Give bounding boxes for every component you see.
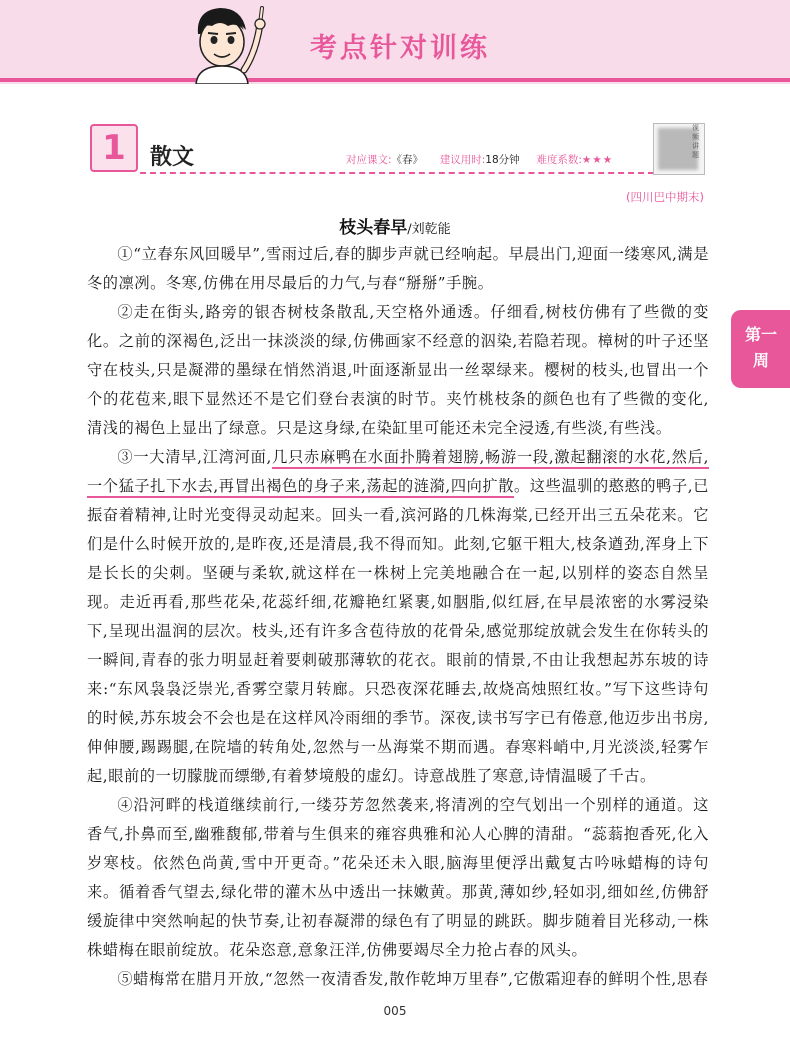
- time-value: 18分钟: [485, 154, 520, 166]
- paragraph-5: ⑤蜡梅常在腊月开放,“忽然一夜清香发,散作乾坤万里春”,它傲霜迎春的鲜明个性,思春: [117, 970, 709, 988]
- paragraph-4: ④沿河畔的栈道继续前行,一缕芬芳忽然袭来,将清冽的空气划出一个别样的通道。这香气,扑鼻而至,幽雅馥郁,带着与生俱来的雍容典雅和沁人心脾的清甜。“蕊蓊抱香死,化入岁寒枝。依然色尚黄,雪中开更奇。”花朵还未入眼,脑海里便浮出戴复古吟咏蜡梅的诗句来。循着香气望去,绿化带的灌木丛中透出一抹嫩黄。那黄,薄如纱,轻如羽,细如丝,仿佛舒缓旋律中突然响起的快节奏,让初春凝滞的绿色有了明显的跳跃。脚步随着目光移动,一株株蜡梅在眼前绽放。花朵恣意,意象汪洋,仿佛要竭尽全力抢占春的风头。: [87, 796, 709, 959]
- paragraph-2: ②走在街头,路旁的银杏树枝条散乱,天空格外通透。仔细看,树枝仿佛有了些微的变化。之前的深褐色,泛出一抹淡淡的绿,仿佛画家不经意的泅染,若隐若现。樟树的叶子还坚守在枝头,只是凝滞的墨绿在悄然消退,叶面逐渐显出一丝翠绿来。樱树的枝头,也冒出一个个的花苞来,眼下显然还不是它们登台表演的时节。夹竹桃枝条的颜色也有了些微的变化,清浅的褐色上显出了绿意。只是这身绿,在染缸里可能还未完全浸透,有些淡,有些浅。: [87, 303, 709, 437]
- time-label: 建议用时:: [439, 154, 486, 166]
- paragraph-1: ①“立春东风回暖早”,雪雨过后,春的脚步声就已经响起。早晨出门,迎面一缕寒风,满是冬的凛冽。冬寒,仿佛在用尽最后的力气,与春“掰掰”手腕。: [87, 245, 709, 292]
- lesson-label: 对应课文:: [346, 154, 392, 166]
- paragraph-3-rest: 。这些温驯的憨憨的鸭子,已振奋着精神,让时光变得灵动起来。回头一看,滨河路的几株海棠,已经开出三五朵花来。它们是什么时候开放的,是昨夜,还是清晨,我不得而知。此刻,它躯干粗大,枝条遒劲,浑身上下是长长的尖刺。坚硬与柔软,就这样在一株树上完美地融合在一起,以别样的姿态自然呈现。走近再看,那些花朵,花蕊纤细,花瓣艳红紧裹,如胭脂,似红唇,在早晨浓密的水雾浸染下,呈现出温润的层次。枝头,还有许多含苞待放的花骨朵,感觉那绽放就会发生在你转头的一瞬间,青春的张力明显赶着要刺破那薄软的花衣。眼前的情景,不由让我想起苏东坡的诗来:“东风袅袅泛崇光,香雾空蒙月转廊。只恐夜深花睡去,故烧高烛照红妆。”写下这些诗句的时候,苏东坡会不会也是在这样风冷雨细的季节。深夜,读书写字已有倦意,他迈步出书房,伸伸腰,踢踢腿,在院墙的转角处,忽然与一丛海棠不期而遇。春寒料峭中,月光淡淡,轻雾乍起,眼前的一切朦胧而缥缈,有着梦境般的虚幻。诗意战胜了寒意,诗情温暖了千古。: [87, 477, 709, 785]
- article-title-line: [0, 213, 790, 238]
- section-meta: [346, 152, 613, 167]
- week-side-tab-label: 第一周: [744, 325, 777, 370]
- header-divider: [0, 78, 790, 82]
- article-author: /刘乾能: [407, 222, 451, 237]
- page-number: 005: [383, 1004, 407, 1018]
- cartoon-boy-pointing-icon: [176, 0, 276, 84]
- section-title: 散文: [150, 145, 195, 170]
- paragraph-3: [87, 443, 709, 791]
- paragraph-3-lead: ③一大清早,江湾河面,: [117, 448, 272, 466]
- lesson-value: 《春》: [391, 154, 424, 166]
- section-number-badge: [90, 124, 138, 172]
- section-number: 1: [102, 128, 126, 168]
- exam-source: (四川巴中期末): [626, 190, 704, 204]
- article-title: 枝头春早: [339, 218, 408, 238]
- article-body: [87, 240, 709, 994]
- section-dashed-divider: [140, 172, 654, 174]
- page-title: 考点针对训练: [310, 33, 490, 64]
- week-side-tab[interactable]: [731, 310, 790, 388]
- difficulty-label: 难度系数:: [536, 154, 582, 166]
- difficulty-stars: ★★★: [581, 154, 614, 166]
- underlined-sentence: 几只赤麻鸭在水面扑腾着翅膀,畅游一段,激起翻滚的水花,然后,一个猛子扎下水去,再冒出褐色的身子来,荡起的涟漪,四向扩散: [87, 448, 709, 495]
- video-label: 视频讲题: [692, 124, 699, 159]
